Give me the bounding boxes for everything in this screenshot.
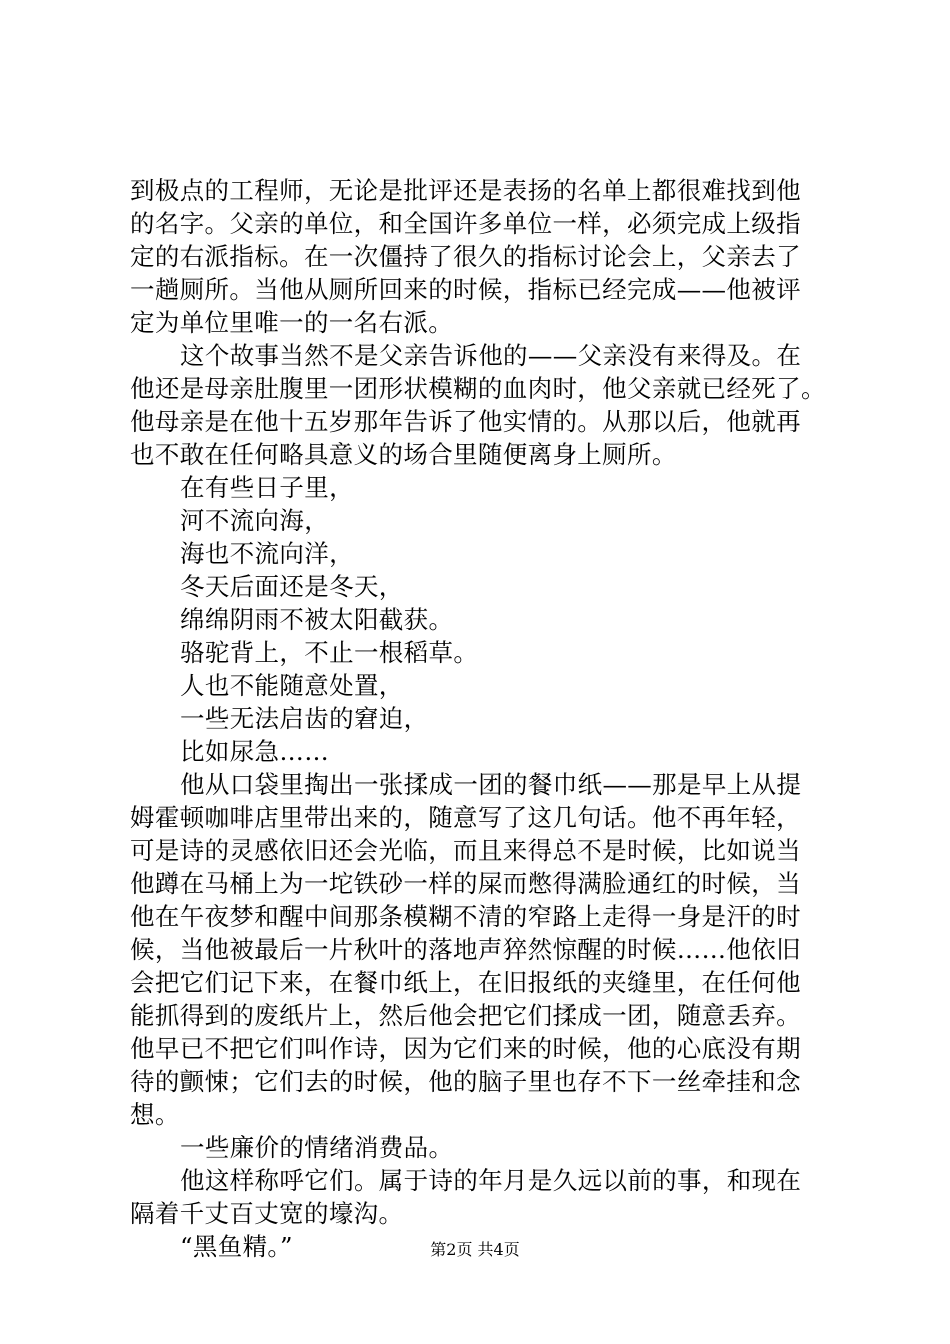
text-line: 隔着千丈百丈宽的壕沟。 bbox=[130, 1199, 404, 1228]
text-line: 定的右派指标。在一次僵持了很久的指标讨论会上，父亲去了 bbox=[130, 242, 801, 271]
text-line: 也不敢在任何略具意义的场合里随便离身上厕所。 bbox=[130, 440, 677, 469]
text-line: 姆霍顿咖啡店里带出来的，随意写了这几句话。他不再年轻， bbox=[130, 803, 801, 832]
text-line: 他蹲在马桶上为一坨铁砂一样的屎而憋得满脸通红的时候，当 bbox=[130, 869, 801, 898]
text-line: 绵绵阴雨不被太阳截获。 bbox=[180, 605, 454, 634]
text-line: 一些无法启齿的窘迫， bbox=[180, 704, 429, 733]
page-footer: 第2页 共4页 bbox=[430, 1240, 520, 1259]
text-line: 一趟厕所。当他从厕所回来的时候，指标已经完成——他被评 bbox=[130, 275, 801, 304]
text-line: 待的颤悚；它们去的时候，他的脑子里也存不下一丝牵挂和念 bbox=[130, 1067, 801, 1096]
text-line: 到极点的工程师，无论是批评还是表扬的名单上都很难找到他 bbox=[130, 176, 801, 205]
text-line: 候，当他被最后一片秋叶的落地声猝然惊醒的时候……他依旧 bbox=[130, 935, 801, 964]
text-line: 这个故事当然不是父亲告诉他的——父亲没有来得及。在 bbox=[180, 341, 802, 370]
body-text bbox=[130, 174, 842, 1263]
text-line: 的名字。父亲的单位，和全国许多单位一样，必须完成上级指 bbox=[130, 209, 801, 238]
text-line: 想。 bbox=[130, 1100, 180, 1129]
text-line: 海也不流向洋， bbox=[180, 539, 354, 568]
text-line: 他这样称呼它们。属于诗的年月是久远以前的事，和现在 bbox=[180, 1166, 802, 1195]
text-line: 会把它们记下来，在餐巾纸上，在旧报纸的夹缝里，在任何他 bbox=[130, 968, 801, 997]
text-line: 河不流向海， bbox=[180, 506, 330, 535]
text-line: 他还是母亲肚腹里一团形状模糊的血肉时，他父亲就已经死了。 bbox=[130, 374, 826, 403]
text-line: 他在午夜梦和醒中间那条模糊不清的窄路上走得一身是汗的时 bbox=[130, 902, 801, 931]
text-line: 定为单位里唯一的一名右派。 bbox=[130, 308, 454, 337]
text-line: 冬天后面还是冬天， bbox=[180, 572, 404, 601]
text-line: 比如尿急…… bbox=[180, 737, 330, 766]
text-line: 在有些日子里， bbox=[180, 473, 354, 502]
text-line: 可是诗的灵感依旧还会光临，而且来得总不是时候，比如说当 bbox=[130, 836, 801, 865]
text-line: 人也不能随意处置， bbox=[180, 671, 404, 700]
text-line: “黑鱼精。” bbox=[180, 1232, 293, 1261]
text-line: 一些廉价的情绪消费品。 bbox=[180, 1133, 454, 1162]
text-line: 能抓得到的废纸片上，然后他会把它们揉成一团，随意丢弃。 bbox=[130, 1001, 801, 1030]
text-line: 骆驼背上，不止一根稻草。 bbox=[180, 638, 479, 667]
text-line: 他母亲是在他十五岁那年告诉了他实情的。从那以后，他就再 bbox=[130, 407, 801, 436]
text-line: 他从口袋里掏出一张揉成一团的餐巾纸——那是早上从提 bbox=[180, 770, 802, 799]
text-line: 他早已不把它们叫作诗，因为它们来的时候，他的心底没有期 bbox=[130, 1034, 801, 1063]
